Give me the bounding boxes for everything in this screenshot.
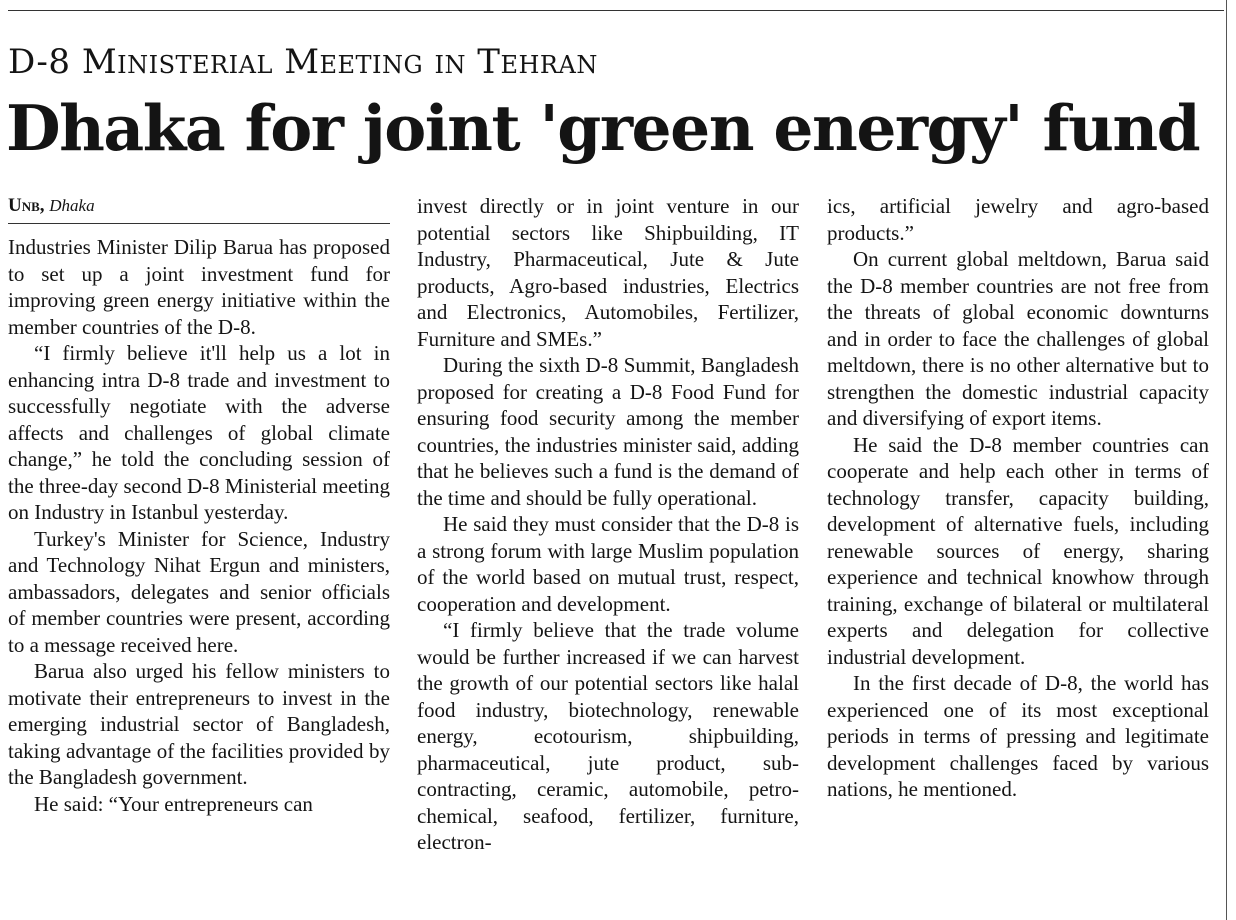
- headline: Dhaka for joint 'green energy' fund: [6, 91, 1200, 165]
- byline-place: Dhaka: [49, 196, 95, 215]
- paragraph: Industries Minister Dilip Barua has proposed to set up a joint investment fund for improving green energy initiative within the member countries of the D-8.: [8, 235, 390, 339]
- kicker: D-8 Ministerial Meeting in Tehran: [8, 42, 598, 82]
- paragraph: He said they must consider that the D-8 is a strong forum with large Muslim population of the world based on mutual trust, respect, cooperation and development.: [417, 512, 799, 616]
- paragraph: He said: “Your entrepreneurs can: [34, 791, 313, 816]
- paragraph: He said the D-8 member countries can cooperate and help each other in terms of technology transfer, capacity building, development of alternative fuels, including renewable sources of energy, sharing experience and technical knowhow through training, exchange of bilateral or multilateral experts and delegation for collective industrial development.: [827, 432, 1209, 669]
- article-column-2: [417, 193, 799, 920]
- byline-source: Unb,: [8, 195, 45, 216]
- paragraph: In the first decade of D-8, the world has experienced one of its most exceptional periods in terms of pressing and legitimate development challenges faced by various nations, he mentioned.: [827, 671, 1209, 801]
- paragraph: “I firmly believe it'll help us a lot in enhancing intra D-8 trade and investment to successfully negotiate with the adverse affects and challenges of global climate change,” he told the concluding session of the three-day second D-8 Ministerial meeting on Industry in Istanbul yesterday.: [8, 341, 390, 524]
- article-column-3: [827, 193, 1209, 920]
- article-column-1: [8, 193, 390, 920]
- paragraph: On current global meltdown, Barua said the D-8 member countries are not free from the threats of global economic downturns and in order to face the challenges of global meltdown, there is no other alternative but to strengthen the domestic industrial capacity and diversifying of export items.: [827, 247, 1209, 430]
- paragraph: Turkey's Minister for Science, Industry and Technology Nihat Ergun and ministers, ambassadors, delegates and senior officials of member countries were present, according to a message received here.: [8, 526, 390, 657]
- paragraph: Barua also urged his fellow ministers to motivate their entrepreneurs to invest in the emerging industrial sector of Bangladesh, taking advantage of the facilities provided by the Bangladesh government.: [8, 659, 390, 789]
- byline: [8, 193, 390, 224]
- paragraph: “I firmly believe that the trade volume would be further increased if we can harvest the growth of our potential sectors like halal food industry, biotechnology, renewable energy, ecotourism, shipbuilding, pharmaceutical, jute product, sub-contracting, ceramic, automobile, petro-chemical, seafood, fertilizer, furniture, electron-: [417, 618, 799, 854]
- paragraph: ics, artificial jewelry and agro-based products.”: [827, 194, 1209, 245]
- paragraph: During the sixth D-8 Summit, Bangladesh proposed for creating a D-8 Food Fund for ensuring food security among the member countries, the industries minister said, adding that he believes such a fund is the demand of the time and should be fully operational.: [417, 353, 799, 510]
- column-rule: [1226, 0, 1227, 920]
- top-rule: [8, 10, 1224, 11]
- paragraph: invest directly or in joint venture in our potential sectors like Shipbuilding, IT Industry, Pharmaceutical, Jute & Jute products, Agro-based industries, Electrics and Electronics, Automobiles, Fertilizer, Furniture and SMEs.”: [417, 194, 799, 351]
